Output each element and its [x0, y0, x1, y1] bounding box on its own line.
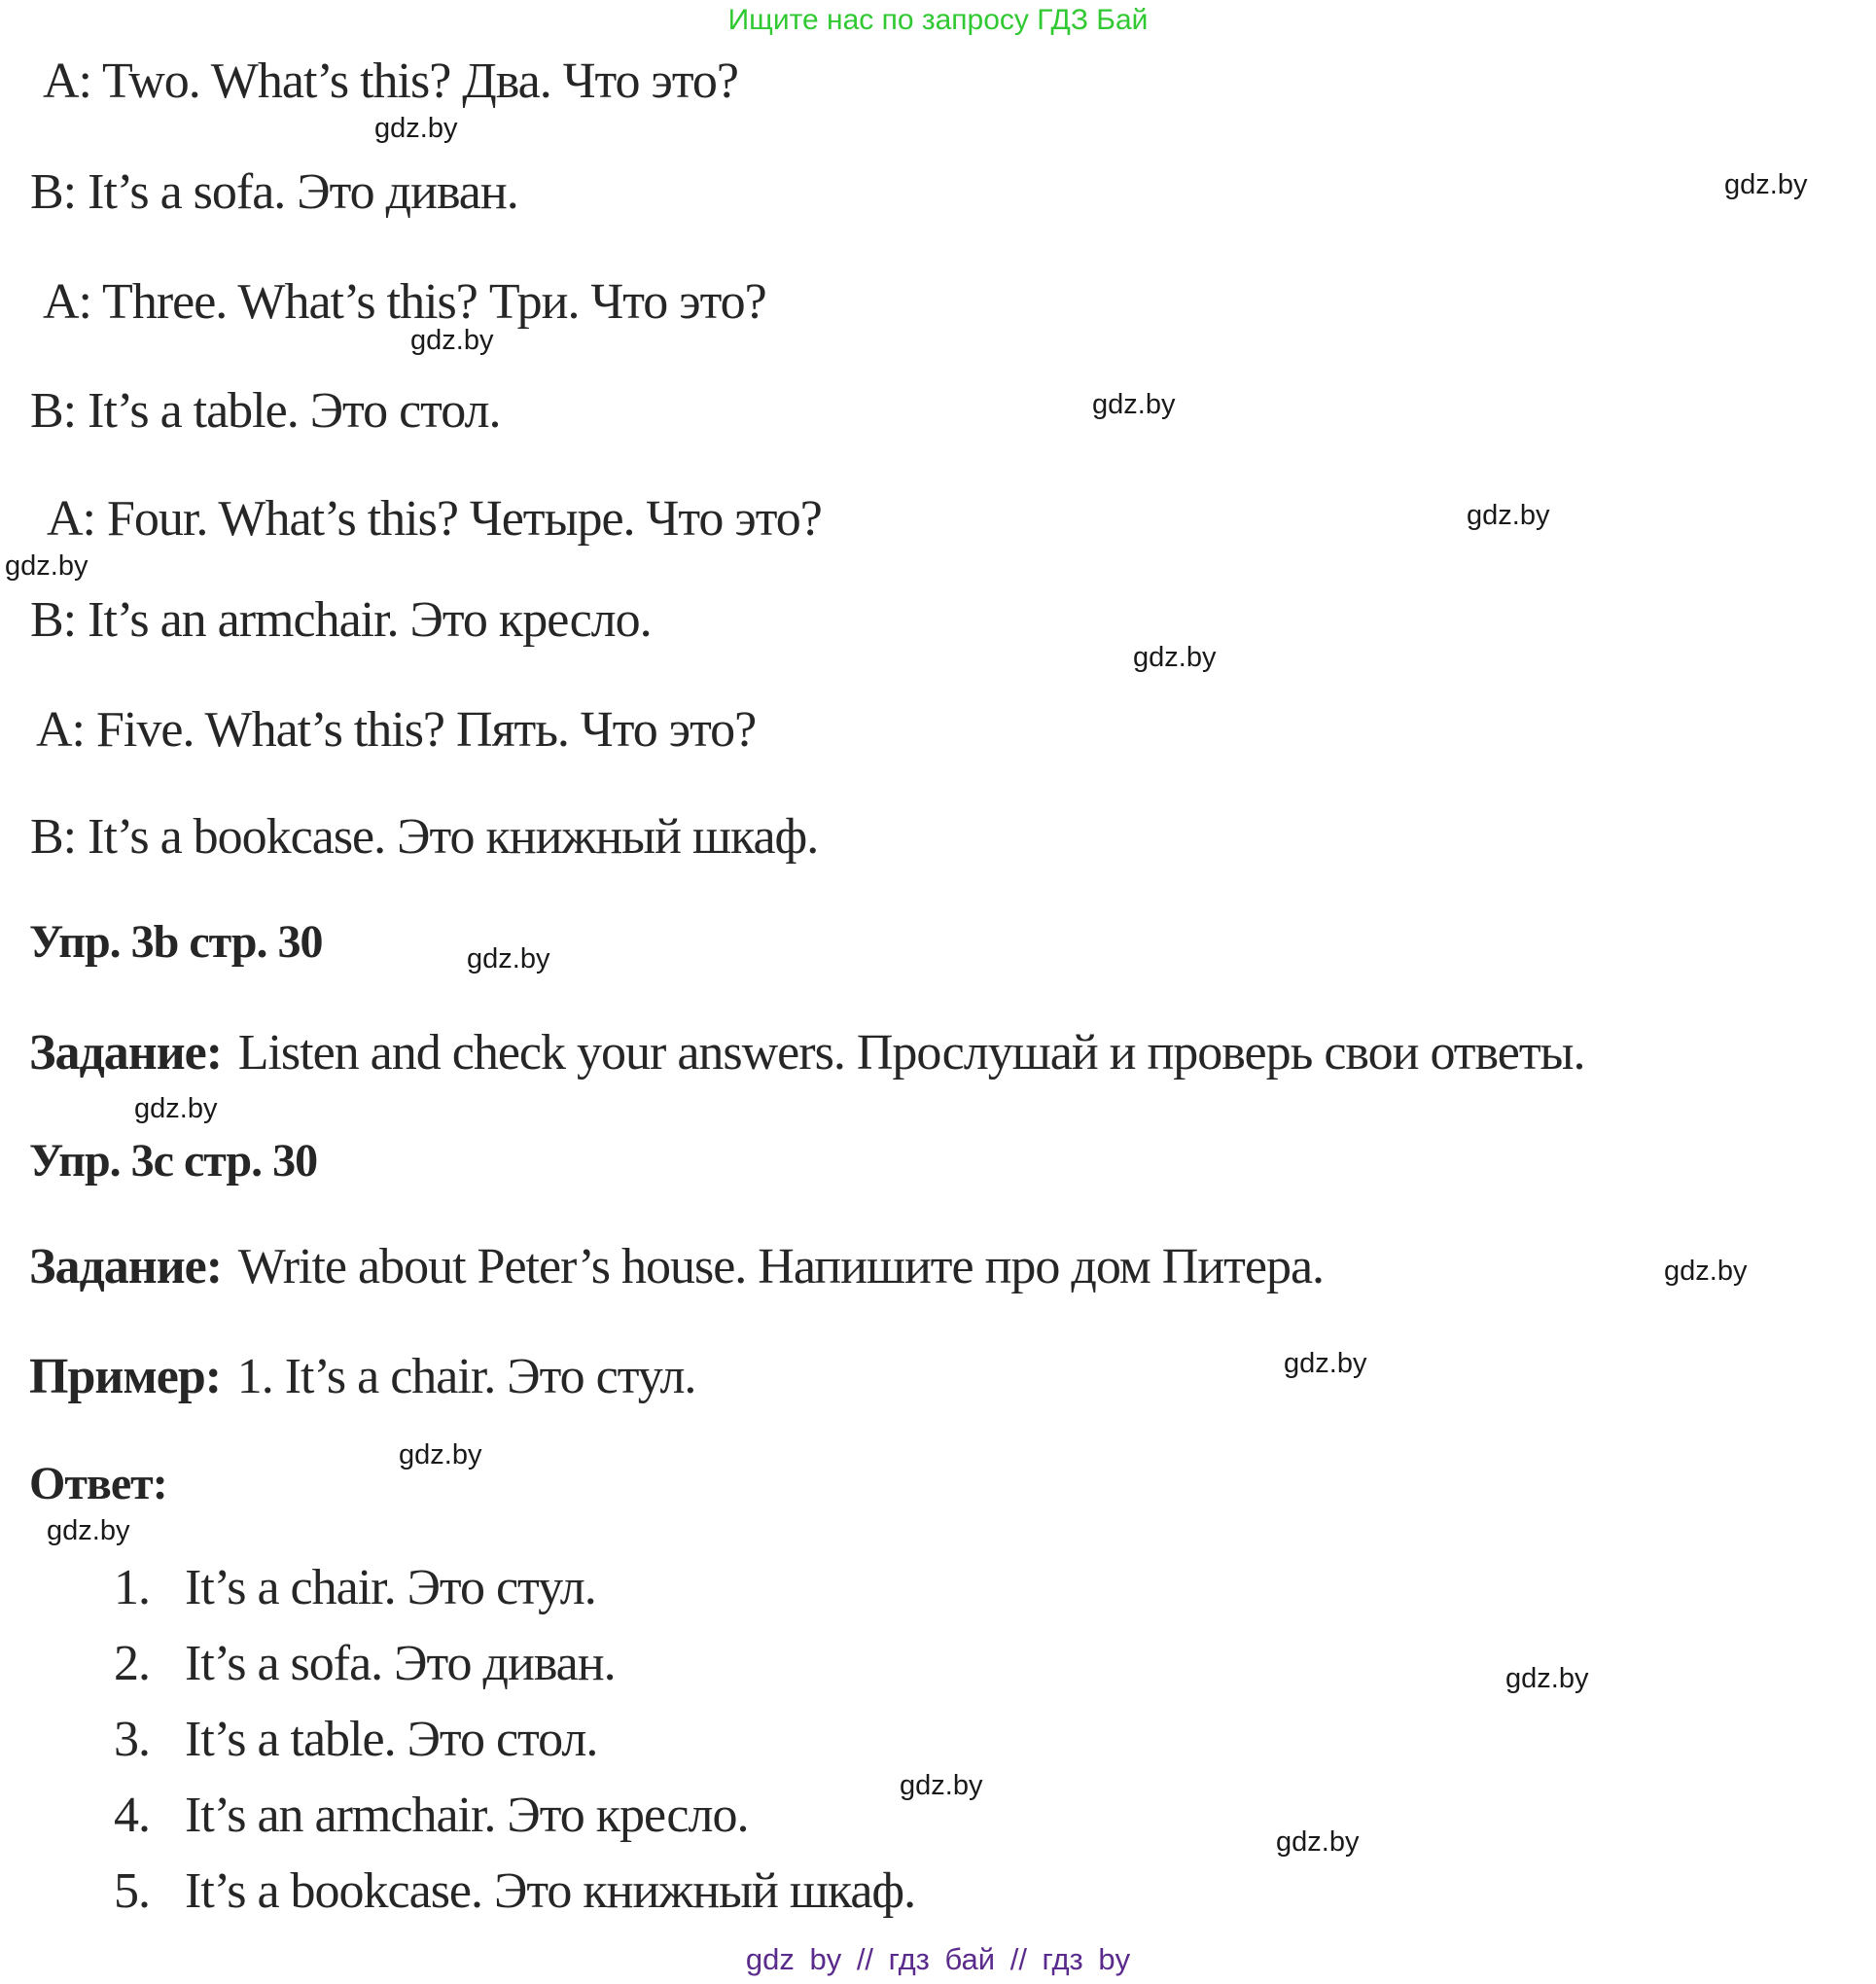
dialog-line: B: It’s a table. Это стол.: [30, 383, 501, 439]
answer-number: 5.: [114, 1863, 150, 1919]
dialog-line: A: Four. What’s this? Четыре. Что это?: [47, 491, 822, 547]
task-line: [29, 1239, 1325, 1294]
answer-item: [114, 1560, 596, 1615]
gdz-watermark: gdz.by: [1505, 1663, 1589, 1694]
gdz-watermark: gdz.by: [374, 113, 458, 144]
answer-label: Ответ:: [29, 1458, 167, 1509]
gdz-watermark: gdz.by: [134, 1093, 218, 1124]
example-line: [29, 1349, 696, 1404]
dialog-line: A: Five. What’s this? Пять. Что это?: [36, 702, 757, 758]
answer-text: It’s a sofa. Это диван.: [185, 1636, 616, 1691]
answer-item: [114, 1863, 916, 1919]
footer-watermark: gdz by // гдз бай // гдз by: [745, 1942, 1131, 1976]
dialog-line: B: It’s a bookcase. Это книжный шкаф.: [30, 809, 819, 865]
task-label: Задание:: [29, 1025, 223, 1081]
answer-number: 2.: [114, 1636, 150, 1691]
section-title: Упр. 3b стр. 30: [29, 916, 323, 968]
gdz-watermark: gdz.by: [399, 1439, 482, 1470]
gdz-watermark: gdz.by: [1276, 1826, 1360, 1858]
gdz-watermark: gdz.by: [1724, 169, 1808, 200]
answer-item: [114, 1636, 616, 1691]
gdz-watermark: gdz.by: [1664, 1256, 1748, 1287]
gdz-watermark: gdz.by: [1092, 389, 1176, 420]
answer-text: It’s a table. Это стол.: [185, 1712, 598, 1767]
example-text: 1. It’s a chair. Это стул.: [236, 1349, 696, 1404]
answer-text: It’s an armchair. Это кресло.: [185, 1788, 749, 1843]
gdz-watermark: gdz.by: [467, 943, 550, 974]
answer-item: [114, 1790, 748, 1841]
section-title: Упр. 3c стр. 30: [29, 1135, 318, 1187]
example-label: Пример:: [29, 1349, 222, 1404]
task-text: Listen and check your answers. Прослушай и проверь свои ответы.: [237, 1025, 1585, 1081]
dialog-line: B: It’s a sofa. Это диван.: [30, 164, 518, 220]
dialog-line: A: Three. What’s this? Три. Что это?: [43, 274, 766, 330]
gdz-watermark: gdz.by: [5, 550, 88, 582]
answer-number: 3.: [114, 1712, 150, 1767]
answer-text: It’s a chair. Это стул.: [185, 1560, 596, 1615]
gdz-watermark: gdz.by: [1467, 500, 1550, 531]
task-line: [29, 1025, 1585, 1081]
task-label: Задание:: [29, 1239, 223, 1294]
answer-number: 4.: [114, 1788, 150, 1843]
gdz-watermark: gdz.by: [410, 325, 494, 356]
answer-number: 1.: [114, 1560, 150, 1615]
dialog-line: B: It’s an armchair. Это кресло.: [30, 592, 652, 648]
gdz-watermark: gdz.by: [1284, 1348, 1367, 1379]
promo-banner: Ищите нас по запросу ГДЗ Бай: [727, 4, 1149, 36]
gdz-watermark: gdz.by: [900, 1770, 983, 1801]
answer-text: It’s a bookcase. Это книжный шкаф.: [185, 1863, 916, 1919]
task-text: Write about Peter’s house. Напишите про дом Питера.: [237, 1239, 1325, 1294]
answer-item: [114, 1712, 598, 1767]
gdz-watermark: gdz.by: [47, 1515, 130, 1546]
gdz-watermark: gdz.by: [1133, 642, 1217, 673]
dialog-line: A: Two. What’s this? Два. Что это?: [43, 53, 738, 109]
